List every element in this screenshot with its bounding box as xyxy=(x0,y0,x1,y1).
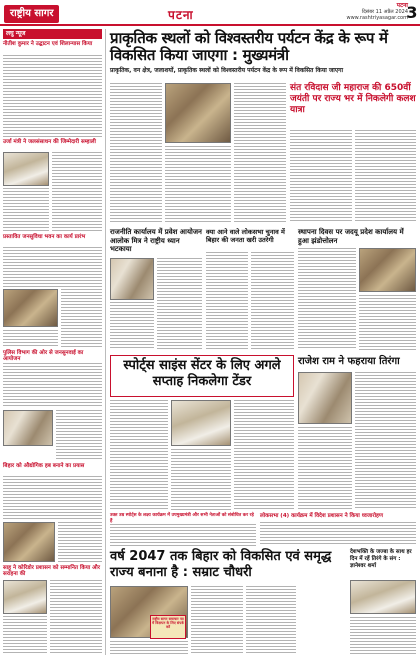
mid-story-headline-3: स्थापना दिवस पर जदयू प्रदेश कार्यालय में हुआ झंडोत्तोलन xyxy=(298,228,404,245)
left-item-text-6 xyxy=(50,580,102,654)
lokayukt-headline: लोकसभा (4) कार्यक्रम में विदेश प्रशासन ने किया ध्वजारोहण xyxy=(260,513,383,519)
flag-story-headline: राजेश राम ने फहराया तिरंगा xyxy=(298,356,400,367)
right-story-text-1 xyxy=(290,130,352,223)
bottom-right-text xyxy=(350,617,416,654)
masthead-date: दिसंबर 11 अप्रैल 2024 xyxy=(361,9,408,15)
page-number: 3 xyxy=(406,3,418,22)
bottom-right-headline: देशभक्ति के जज्बा के साथ हर दिन में रहें तिरंगे के संग : ज्ञानेश्वर शर्मा xyxy=(350,549,412,569)
left-item-headline-6: साहू ने कोरिडोर प्रशासन को सम्मानित किया और सराहना की xyxy=(3,565,100,578)
bottom-headline: वर्ष 2047 तक बिहार को विकसित एवं समृद्ध राज्य बनाना है : सम्राट चौधरी xyxy=(110,549,332,580)
mid-photo-3 xyxy=(359,248,416,292)
left-item-text-5b xyxy=(58,522,102,562)
mid-story-text-1 xyxy=(157,258,202,350)
bottom-right-photo xyxy=(350,580,416,614)
advertisement-text: राष्ट्रीय सागर समाचार पत्र में विज्ञापन के लिए संपर्क करें xyxy=(152,617,184,630)
flag-text-2 xyxy=(298,427,352,510)
newspaper-brand: राष्ट्रीय सागर xyxy=(4,5,59,23)
mid-photo-1 xyxy=(110,258,154,300)
section-label: लघु न्यूज xyxy=(3,29,102,39)
right-story-headline: संत रविदास जी महाराज की 650वीं जयंती पर राज्य भर में निकलेगी कलश यात्रा xyxy=(290,83,416,115)
left-item-text-1 xyxy=(3,55,102,137)
left-item-text-4 xyxy=(3,363,102,408)
left-item-text-5 xyxy=(3,476,102,520)
bottom-text-3 xyxy=(246,586,296,654)
lead-headline: प्राकृतिक स्थलों को विश्वस्तरीय पर्यटन केंद्र के रूप में विकसित किया जाएगा : मुख्यमंत्री xyxy=(110,29,388,64)
left-item-text-3c xyxy=(3,330,58,347)
bottom-text-4 xyxy=(110,641,188,654)
bottom-text-2 xyxy=(191,586,243,654)
masthead-right-city: पटना xyxy=(396,2,408,9)
left-item-headline-4: पुलिस विभाग की ओर से जनसुनवाई का आयोजन xyxy=(3,350,84,363)
left-item-text-2 xyxy=(52,152,102,232)
left-item-headline-1: नीतीश कुमार ने उद्घाटन एवं शिलान्यास किया xyxy=(3,41,93,47)
left-item-text-3b xyxy=(61,289,102,347)
left-item-headline-3: प्रस्तावित जनसुविधा भवन का कार्य प्रारंभ xyxy=(3,234,86,240)
left-photo-4 xyxy=(3,522,55,562)
sports-story-headline: स्पोर्ट्स साइंस सेंटर के लिए अगले सप्ताह निकलेगा टेंडर xyxy=(123,358,281,389)
left-photo-5 xyxy=(3,580,47,614)
edition-city: पटना xyxy=(168,8,194,22)
lead-text-col-3 xyxy=(234,83,286,223)
column-divider xyxy=(105,29,106,655)
lead-photo xyxy=(165,83,231,143)
mid-story-text-2 xyxy=(206,252,248,350)
lead-text-col-1 xyxy=(110,83,162,223)
mid-story-text-3 xyxy=(298,248,356,350)
flag-photo xyxy=(298,372,352,424)
masthead-meta xyxy=(338,3,408,21)
left-item-headline-2: उर्जा मंत्री ने जलसंसाधन की जिम्मेदारी सम्हाली xyxy=(3,139,96,145)
left-item-text-3 xyxy=(3,247,102,287)
left-photo-1 xyxy=(3,152,49,186)
lead-text-col-2 xyxy=(165,146,231,223)
left-item-text-4b xyxy=(56,410,102,460)
masthead-web: www.rashtriyasagar.com xyxy=(346,15,408,21)
sports-text-2 xyxy=(171,449,231,510)
mid-story-headline-2: क्या आने वाले लोकसभा चुनाव में बिहार की जनता खरी उतरेगी xyxy=(206,228,285,244)
mid-story-text-2b xyxy=(251,252,294,350)
mid-story-text-1b xyxy=(110,302,154,350)
left-photo-3 xyxy=(3,410,53,446)
right-story-text-2 xyxy=(355,130,416,223)
left-item-text-2b xyxy=(3,188,49,232)
lead-subhead: प्राकृतिक, वन क्षेत्र, जलाशयों, प्राकृतिक स्थलों को विश्वस्तरीय पर्यटन केंद्र के रूप में विकसित किया जाएगा xyxy=(110,67,344,74)
sports-text-3 xyxy=(234,400,294,510)
mid-story-headline-1: राजनीति कार्यालय में प्रवेश आयोजन आलोक मित्र ने राष्ट्रीय ध्यान भटकाया xyxy=(110,228,202,253)
flag-text-1 xyxy=(355,372,416,510)
mid-story-text-3b xyxy=(359,295,416,350)
sports-text-1 xyxy=(110,400,168,510)
bottom-text-1 xyxy=(110,524,256,546)
left-photo-2 xyxy=(3,289,58,327)
sports-photo xyxy=(171,400,231,446)
left-item-text-6b xyxy=(3,616,47,654)
bottom-kicker: उक्त उम्र स्पोर्ट्स के लक्ष्य कार्यक्रम में उपमुख्यमंत्री और सभी नेताओं को संबोधित कर रहे हैं xyxy=(110,513,254,524)
lokayukt-text xyxy=(260,522,416,546)
left-item-headline-5: बिहार को औद्योगिक हब बनाने का प्रयास xyxy=(3,463,85,469)
